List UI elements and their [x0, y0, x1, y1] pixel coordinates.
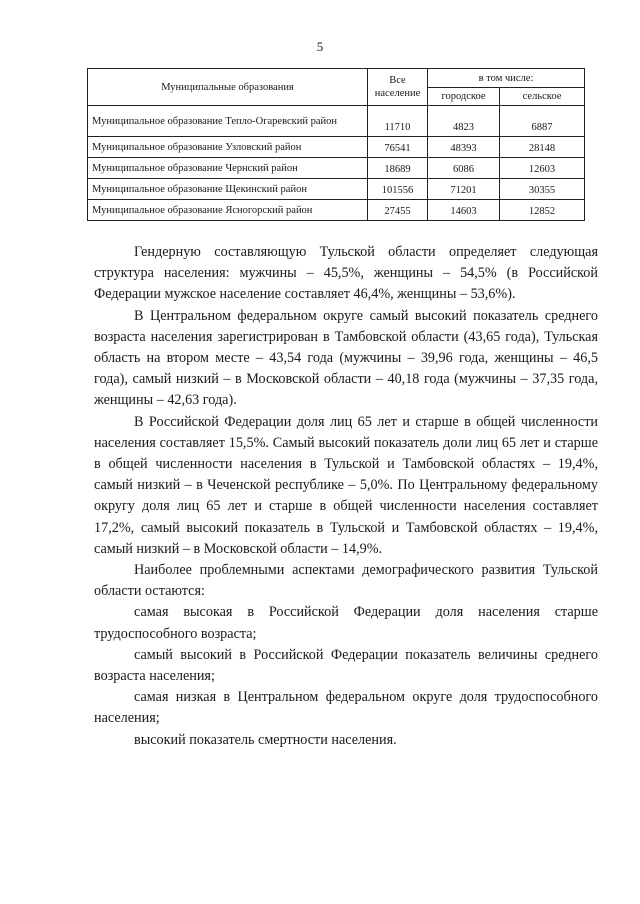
header-municipal: Муниципальные образования [88, 69, 368, 106]
row-total: 18689 [368, 158, 428, 179]
page-number: 5 [316, 39, 324, 54]
row-total: 27455 [368, 200, 428, 221]
list-item: самый высокий в Российской Федерации показатель величины среднего возраста населения; [94, 646, 598, 685]
row-total: 101556 [368, 179, 428, 200]
row-urban: 48393 [428, 137, 500, 158]
paragraph-elderly: В Российской Федерации доля лиц 65 лет и старше в общей численности населения составляет 15,5%. Самый высокий показатель доли лиц 65 лет и старше в общей численности населения в Тульской и Тамбовской областях – 19,4%, самый низкий – в Чеченской республике – 5,0%. По Центральному федеральному округу доля лиц 65 лет и старше в общей численности населения составляет 17,2%, самый высокий показатель в Тульской и Тамбовской областях – 19,4%, самый низкий – в Московской области – 14,9%. [94, 413, 598, 557]
row-urban: 6086 [428, 158, 500, 179]
row-name: Муниципальное образование Тепло-Огаревский район [88, 106, 368, 137]
row-rural: 12603 [500, 158, 585, 179]
row-urban: 71201 [428, 179, 500, 200]
body-text [94, 242, 598, 751]
row-name: Муниципальное образование Щекинский район [88, 179, 368, 200]
list-item: самая высокая в Российской Федерации доля населения старше трудоспособного возраста; [94, 604, 598, 642]
table-row [88, 158, 585, 179]
row-rural: 28148 [500, 137, 585, 158]
paragraph-age: В Центральном федеральном округе самый высокий показатель среднего возраста населения зарегистрирован в Тамбовской области (43,65 года), Тульская область на втором месте – 43,54 года (мужчины – 39,96 года, женщины – 46,5 года), самый низкий – в Московской области – 40,18 года (мужчины – 37,35 года, женщины – 42,63 года). [94, 307, 598, 409]
header-total: Все население [368, 69, 428, 106]
header-urban: городское [428, 88, 500, 106]
row-urban: 14603 [428, 200, 500, 221]
table-header-row [88, 69, 585, 88]
table-row [88, 137, 585, 158]
list-item: самая низкая в Центральном федеральном округе доля трудоспособного населения; [94, 689, 598, 727]
paragraph-gender: Гендерную составляющую Тульской области определяет следующая структура населения: мужчины – 45,5%, женщины – 54,5% (в Российской Федерации мужское население составляет 46,4%, женщины – 53,6%). [94, 244, 598, 303]
row-name: Муниципальное образование Чернский район [88, 158, 368, 179]
row-rural: 30355 [500, 179, 585, 200]
row-name: Муниципальное образование Узловский район [88, 137, 368, 158]
table-row [88, 106, 585, 137]
row-name: Муниципальное образование Ясногорский район [88, 200, 368, 221]
table-row [88, 200, 585, 221]
row-rural: 6887 [500, 106, 585, 137]
row-urban: 4823 [428, 106, 500, 137]
header-including: в том числе: [428, 69, 585, 88]
paragraph-problems: Наиболее проблемными аспектами демографического развития Тульской области остаются: [94, 562, 598, 600]
table-row [88, 179, 585, 200]
row-total: 76541 [368, 137, 428, 158]
header-rural: сельское [500, 88, 585, 106]
row-total: 11710 [368, 106, 428, 137]
row-rural: 12852 [500, 200, 585, 221]
list-item: высокий показатель смертности населения. [134, 731, 397, 748]
population-table [87, 68, 585, 221]
